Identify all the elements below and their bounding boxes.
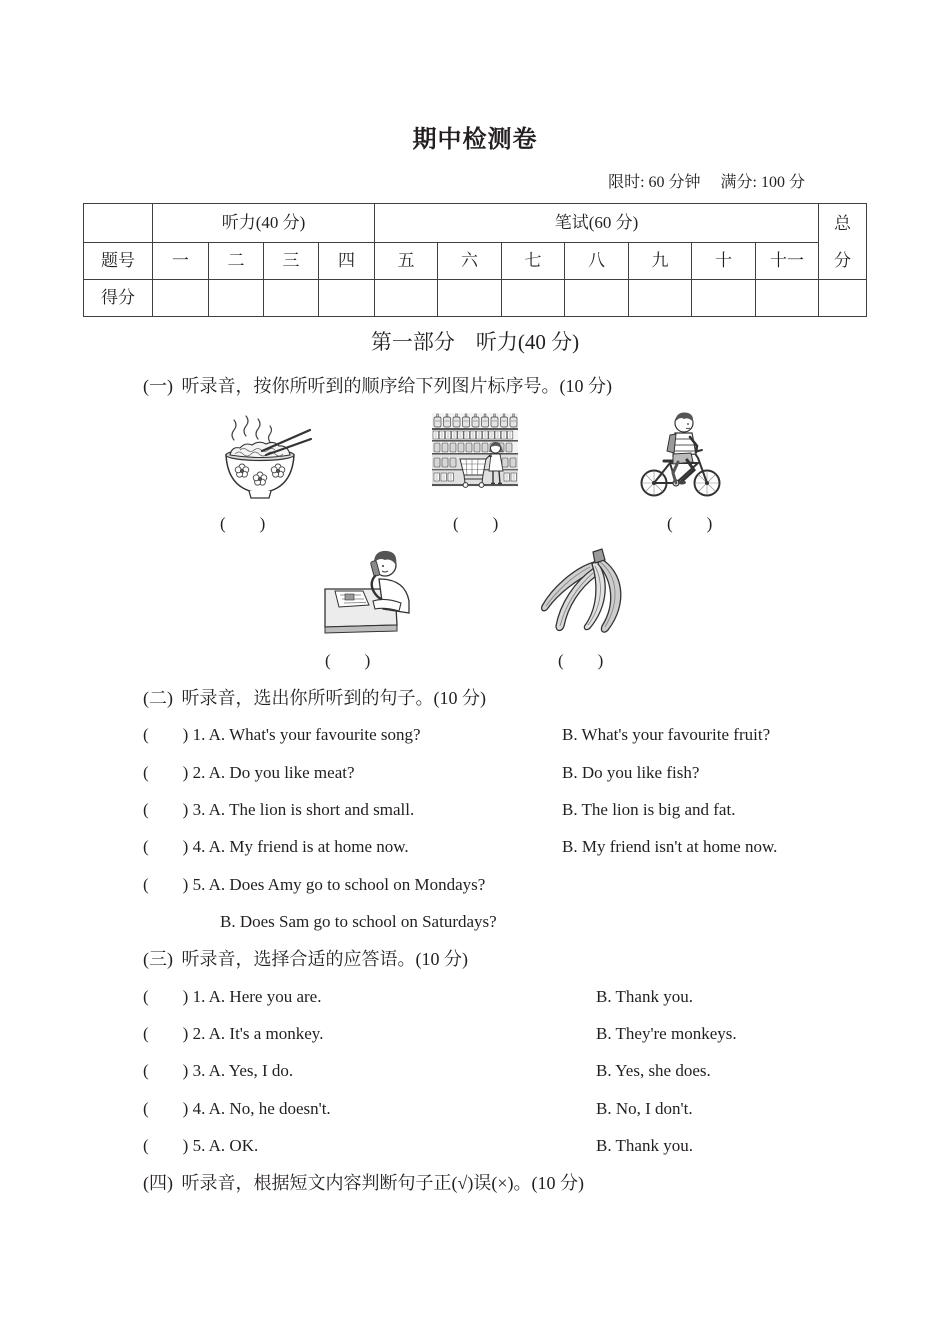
score-cell bbox=[756, 280, 819, 317]
question-number: 3. bbox=[192, 800, 206, 819]
option-a: A. What's your favourite song? bbox=[208, 725, 421, 744]
total-header-cell bbox=[819, 204, 867, 280]
listening-header: 听力(40 分) bbox=[153, 204, 375, 243]
question-number: 十一 bbox=[756, 243, 819, 280]
phone-call-icon bbox=[323, 547, 413, 635]
question-number: 4. bbox=[192, 1099, 206, 1118]
option-a: A. Do you like meat? bbox=[208, 763, 355, 782]
score-row bbox=[84, 280, 867, 317]
section-text: 听录音，根据短文内容判断句子正(√)误(×)。(10 分) bbox=[181, 1173, 584, 1193]
exam-title: 期中检测卷 bbox=[412, 127, 538, 153]
question-number-row bbox=[84, 243, 867, 280]
score-cell bbox=[438, 280, 502, 317]
question-number: 七 bbox=[502, 243, 565, 280]
picture-answer-blank: ( ) bbox=[667, 514, 713, 533]
bike-riding-icon bbox=[640, 409, 722, 499]
time-limit: 限时: 60 分钟 bbox=[608, 174, 701, 191]
total-header-label: 总分 bbox=[834, 213, 852, 270]
question-number: 六 bbox=[438, 243, 502, 280]
question-number: 5. bbox=[192, 875, 206, 894]
option-b: B. What's your favourite fruit? bbox=[562, 725, 771, 744]
option-b: B. The lion is big and fat. bbox=[562, 800, 736, 819]
score-cell bbox=[692, 280, 756, 317]
question-number: 四 bbox=[319, 243, 375, 280]
score-table bbox=[83, 203, 867, 317]
option-a: A. Here you are. bbox=[208, 987, 322, 1006]
answer-blank: ( ) bbox=[143, 763, 189, 782]
option-b: B. They're monkeys. bbox=[596, 1024, 737, 1043]
part-one-heading: 第一部分 听力(40 分) bbox=[370, 330, 580, 354]
section-text: 听录音，选出你所听到的句子。(10 分) bbox=[181, 688, 486, 708]
question-row bbox=[143, 836, 409, 858]
score-table-corner-cell bbox=[84, 204, 153, 243]
section-label: (二) bbox=[143, 688, 173, 708]
option-b: B. Do you like fish? bbox=[562, 763, 700, 782]
option-a: A. OK. bbox=[208, 1136, 259, 1155]
question-number: 五 bbox=[375, 243, 438, 280]
option-b: B. Yes, she does. bbox=[596, 1061, 711, 1080]
picture-answer-blank: ( ) bbox=[558, 651, 604, 670]
score-cell bbox=[209, 280, 264, 317]
question-number: 十 bbox=[692, 243, 756, 280]
question-number: 5. bbox=[192, 1136, 206, 1155]
answer-blank: ( ) bbox=[143, 725, 189, 744]
option-b: B. Thank you. bbox=[596, 987, 693, 1006]
writing-header: 笔试(60 分) bbox=[375, 204, 819, 243]
answer-blank: ( ) bbox=[143, 987, 189, 1006]
question-number: 一 bbox=[153, 243, 209, 280]
question-number: 九 bbox=[629, 243, 692, 280]
section-label: (四) bbox=[143, 1173, 173, 1193]
option-a: A. It's a monkey. bbox=[208, 1024, 324, 1043]
score-cell bbox=[153, 280, 209, 317]
picture-answer-blank: ( ) bbox=[453, 514, 499, 533]
full-score: 满分: 100 分 bbox=[720, 174, 805, 191]
section-3-instruction bbox=[143, 947, 468, 971]
option-a: A. No, he doesn't. bbox=[208, 1099, 331, 1118]
section-2-instruction bbox=[143, 686, 486, 710]
question-row bbox=[143, 874, 485, 896]
picture-answer-blank: ( ) bbox=[325, 651, 371, 670]
question-row bbox=[143, 724, 421, 746]
question-row bbox=[143, 799, 414, 821]
question-number: 2. bbox=[192, 763, 206, 782]
question-row-label: 题号 bbox=[84, 243, 153, 280]
score-cell bbox=[502, 280, 565, 317]
question-number: 3. bbox=[192, 1061, 206, 1080]
question-number: 三 bbox=[264, 243, 319, 280]
score-cell bbox=[264, 280, 319, 317]
question-row bbox=[143, 1135, 258, 1157]
exam-info bbox=[608, 172, 805, 194]
score-row-label: 得分 bbox=[84, 280, 153, 317]
answer-blank: ( ) bbox=[143, 875, 189, 894]
answer-blank: ( ) bbox=[143, 837, 189, 856]
section-1-instruction bbox=[143, 374, 612, 398]
option-b: B. Thank you. bbox=[596, 1136, 693, 1155]
answer-blank: ( ) bbox=[143, 1136, 189, 1155]
supermarket-icon bbox=[432, 413, 518, 491]
option-b: B. No, I don't. bbox=[596, 1099, 693, 1118]
option-a: A. Does Amy go to school on Mondays? bbox=[208, 875, 486, 894]
total-score-cell bbox=[819, 280, 867, 317]
option-a: A. My friend is at home now. bbox=[208, 837, 409, 856]
question-row bbox=[143, 762, 355, 784]
section-text: 听录音，选择合适的应答语。(10 分) bbox=[181, 949, 468, 969]
noodles-icon bbox=[222, 413, 312, 501]
question-row bbox=[143, 1060, 293, 1082]
section-label: (一) bbox=[143, 376, 173, 396]
question-row bbox=[143, 1023, 323, 1045]
section-4-instruction bbox=[143, 1171, 584, 1195]
section-label: (三) bbox=[143, 949, 173, 969]
bananas-icon bbox=[538, 546, 628, 636]
answer-blank: ( ) bbox=[143, 800, 189, 819]
question-row bbox=[143, 1098, 331, 1120]
answer-blank: ( ) bbox=[143, 1061, 189, 1080]
score-cell bbox=[375, 280, 438, 317]
option-b: B. Does Sam go to school on Saturdays? bbox=[220, 912, 497, 931]
option-b: B. My friend isn't at home now. bbox=[562, 837, 778, 856]
question-number: 2. bbox=[192, 1024, 206, 1043]
score-table-header-row bbox=[84, 204, 867, 243]
question-number: 4. bbox=[192, 837, 206, 856]
option-a: A. The lion is short and small. bbox=[208, 800, 415, 819]
picture-answer-blank: ( ) bbox=[220, 514, 266, 533]
score-cell bbox=[629, 280, 692, 317]
answer-blank: ( ) bbox=[143, 1024, 189, 1043]
question-number: 八 bbox=[565, 243, 629, 280]
option-a: A. Yes, I do. bbox=[208, 1061, 294, 1080]
question-number: 1. bbox=[192, 725, 206, 744]
section-text: 听录音，按你所听到的顺序给下列图片标序号。(10 分) bbox=[181, 376, 612, 396]
answer-blank: ( ) bbox=[143, 1099, 189, 1118]
score-cell bbox=[319, 280, 375, 317]
question-row bbox=[143, 986, 321, 1008]
question-number: 二 bbox=[209, 243, 264, 280]
question-number: 1. bbox=[192, 987, 206, 1006]
score-cell bbox=[565, 280, 629, 317]
